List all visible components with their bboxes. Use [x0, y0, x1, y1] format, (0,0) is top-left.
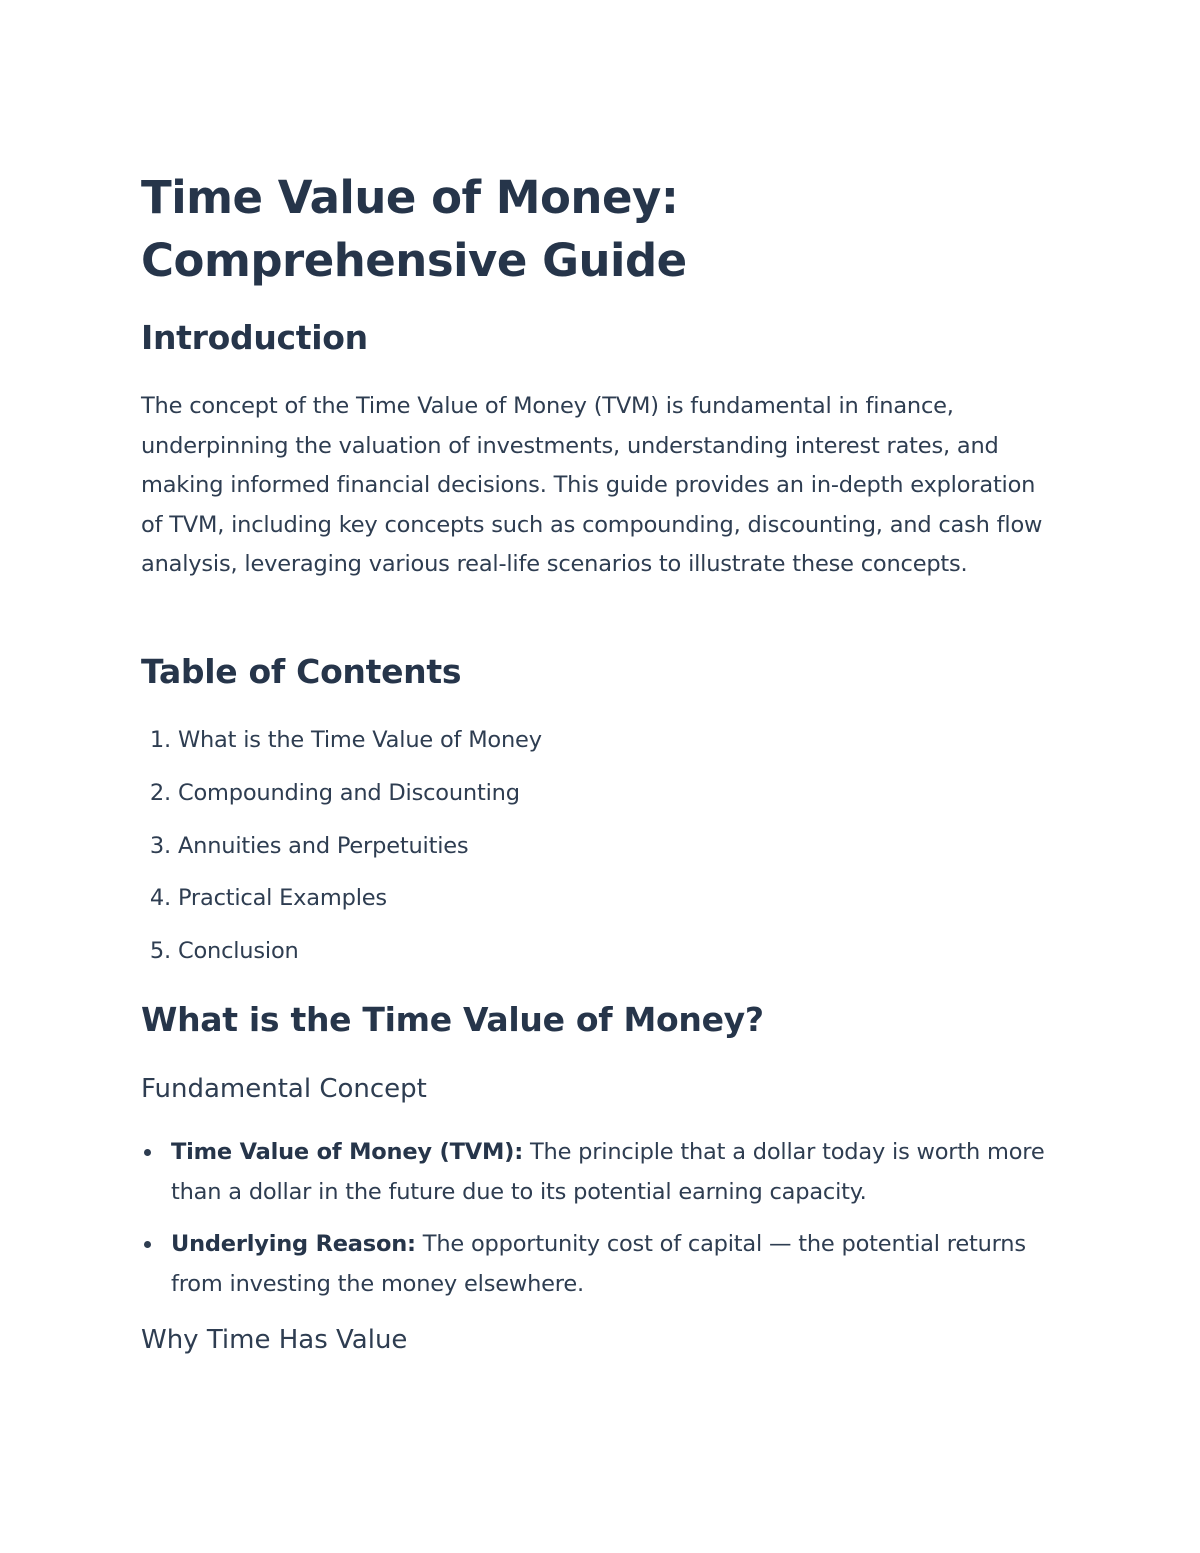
toc-item-label: Practical Examples: [177, 885, 387, 912]
toc-item-number: 4.: [149, 885, 171, 912]
toc-item[interactable]: [141, 828, 542, 881]
list-item: [141, 1224, 1061, 1304]
bullet-term: Underlying Reason:: [171, 1231, 416, 1257]
bullet-icon: [144, 1149, 151, 1156]
toc-item-number: 3.: [149, 832, 171, 859]
table-of-contents: [141, 722, 542, 986]
why-time-has-value-heading: Why Time Has Value: [141, 1325, 408, 1355]
bullet-icon: [144, 1241, 151, 1248]
list-item: [141, 1132, 1061, 1212]
toc-item-label: Annuities and Perpetuities: [177, 832, 469, 859]
document-title: Time Value of Money: Comprehensive Guide: [141, 171, 687, 287]
bullet-term: Time Value of Money (TVM):: [171, 1139, 524, 1165]
toc-heading: Table of Contents: [141, 652, 462, 691]
introduction-heading: Introduction: [141, 318, 368, 357]
toc-item[interactable]: [141, 933, 542, 986]
toc-item[interactable]: [141, 722, 542, 775]
toc-item-number: 2.: [149, 779, 171, 806]
introduction-paragraph: The concept of the Time Value of Money (TVM) is fundamental in finance, underpinning the valuation of investments, understanding interest rates, and making informed financial decisions. This guide provides an in-depth exploration of TVM, including key concepts such as compounding, discounting, and cash flow analysis, leveraging various real-life scenarios to illustrate these concepts.: [141, 393, 1043, 578]
toc-item-label: Conclusion: [177, 938, 299, 965]
what-is-tvm-heading: What is the Time Value of Money?: [141, 1000, 764, 1039]
fundamental-concept-list: [141, 1132, 1061, 1316]
toc-item-number: 5.: [149, 938, 171, 965]
toc-item[interactable]: [141, 880, 542, 933]
toc-item-label: Compounding and Discounting: [177, 779, 520, 806]
fundamental-concept-heading: Fundamental Concept: [141, 1074, 427, 1104]
toc-item-label: What is the Time Value of Money: [177, 727, 542, 753]
toc-item-number: 1.: [149, 727, 171, 753]
bullet-text: The opportunity cost of capital — the potential returns from investing the money elsewhere.: [171, 1231, 1026, 1297]
bullet-text: The principle that a dollar today is worth more than a dollar in the future due to its potential earning capacity.: [171, 1139, 1045, 1205]
toc-item[interactable]: [141, 775, 542, 828]
